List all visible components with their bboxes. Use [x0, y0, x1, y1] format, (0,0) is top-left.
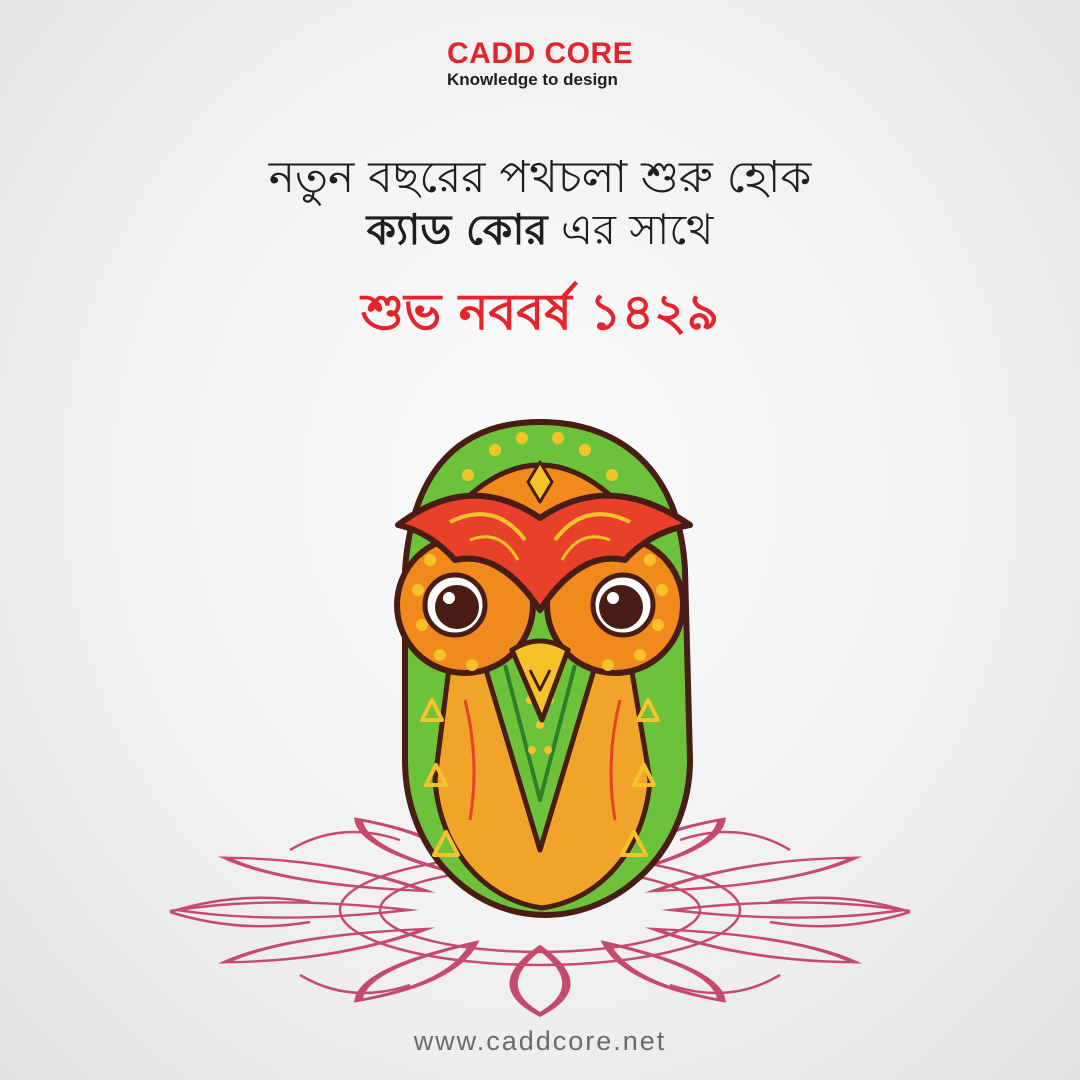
owl-eye-right [593, 575, 653, 635]
owl-mask-icon [397, 422, 690, 915]
headline-line-1: নতুন বছরের পথচলা শুরু হোক [268, 152, 812, 203]
website-url: www.caddcore.net [413, 1026, 667, 1056]
brand-name: CADD CORE [447, 37, 634, 70]
new-year-greeting: শুভ নববর্ষ ১৪২৯ [360, 283, 720, 341]
headline-line-2 [0, 204, 1080, 256]
owl-illustration [150, 400, 930, 1020]
brand-tagline: Knowledge to design [447, 70, 618, 89]
headline-brand-bengali: ক্যাড কোর [366, 205, 548, 254]
brand-logo [447, 38, 647, 90]
owl-eye-left [425, 575, 485, 635]
headline-line-2-rest: এর সাথে [547, 205, 714, 254]
